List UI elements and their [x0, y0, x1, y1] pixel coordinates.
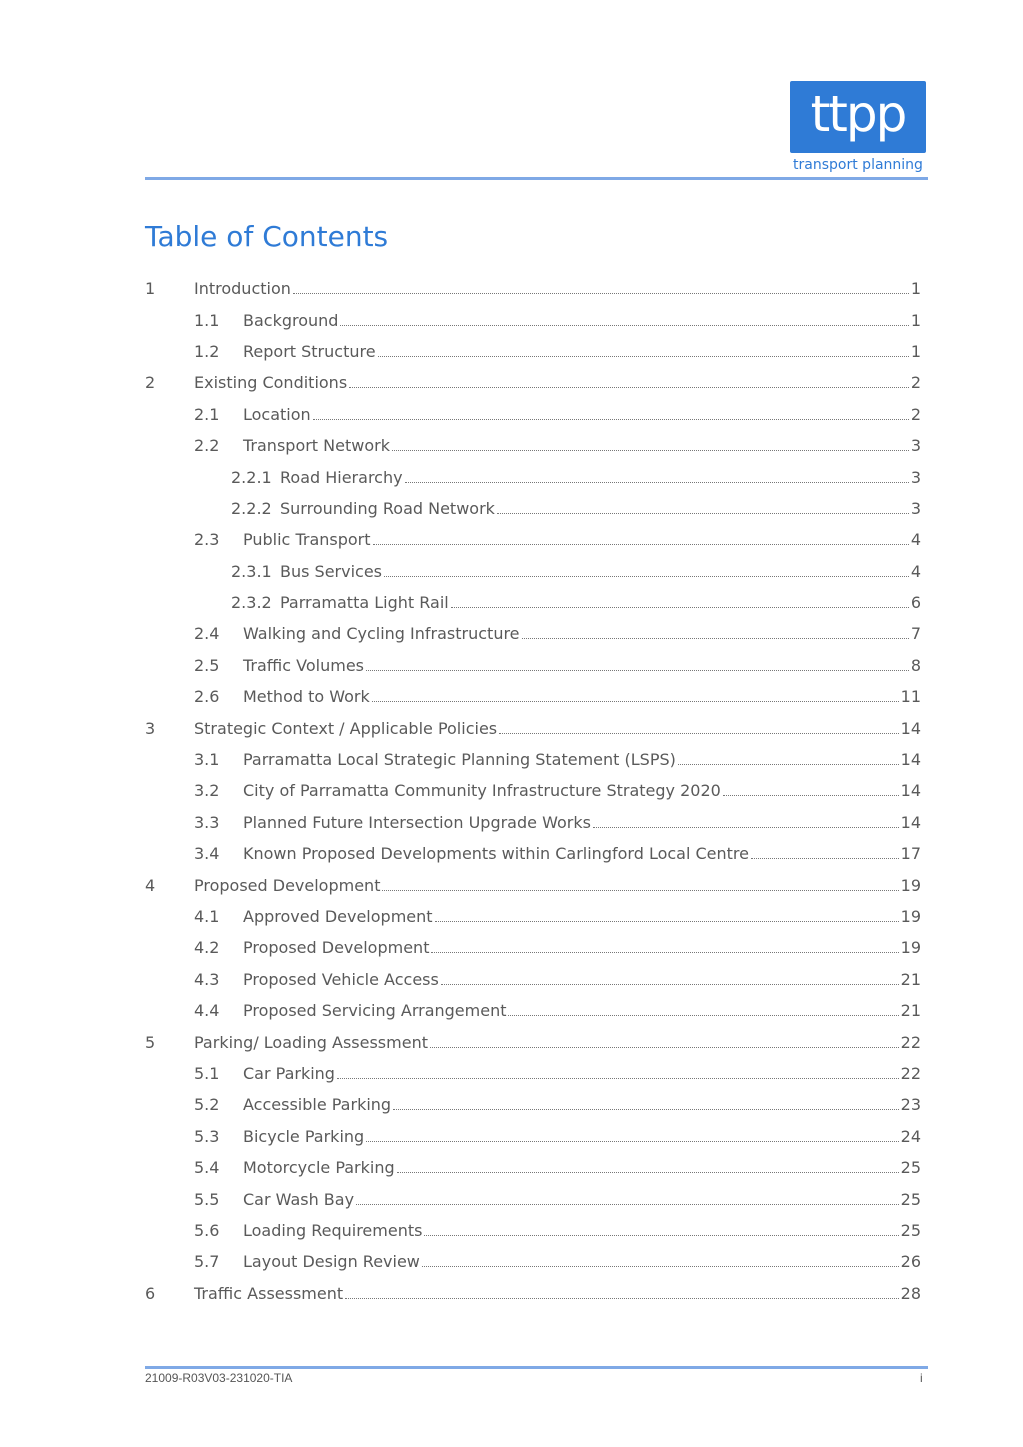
toc-entry[interactable] [145, 744, 921, 775]
toc-entry-title: Layout Design Review [243, 1252, 420, 1272]
toc-entry-number: 5.4 [194, 1158, 220, 1178]
toc-entry-title: Parramatta Light Rail [280, 593, 449, 613]
dot-leader [345, 1298, 899, 1299]
toc-entry-number: 1.2 [194, 341, 220, 361]
toc-entry-number: 5.2 [194, 1095, 220, 1115]
dot-leader [382, 890, 898, 891]
toc-entry[interactable] [145, 650, 921, 681]
toc-entry[interactable] [145, 932, 921, 963]
dot-leader [508, 1015, 898, 1016]
toc-entry-number: 4 [145, 875, 156, 895]
toc-entry[interactable] [145, 1246, 921, 1277]
toc-entry-title: Car Wash Bay [243, 1189, 355, 1209]
toc-entry-page: 2 [910, 373, 921, 393]
toc-entry-title: Parramatta Local Strategic Planning Statement (LSPS) [243, 750, 676, 770]
toc-entry-page: 2 [910, 404, 921, 424]
dot-leader [397, 1172, 899, 1173]
toc-entry[interactable] [145, 712, 921, 743]
toc-entry-page: 25 [900, 1189, 921, 1209]
toc-entry-title: Loading Requirements [243, 1220, 423, 1240]
toc-entry[interactable] [145, 556, 921, 587]
toc-entry-number: 3.2 [194, 781, 220, 801]
toc-entry-title: Location [243, 404, 311, 424]
toc-entry-number: 3.3 [194, 812, 220, 832]
toc-entry-title: Accessible Parking [243, 1095, 392, 1115]
dot-leader [751, 858, 899, 859]
toc-entry-number: 2.4 [194, 624, 220, 644]
toc-entry[interactable] [145, 273, 921, 304]
toc-entry-title: Traffic Assessment [194, 1283, 344, 1303]
toc-entry[interactable] [145, 336, 921, 367]
table-of-contents [145, 273, 921, 1309]
toc-entry-page: 14 [900, 718, 921, 738]
toc-entry[interactable] [145, 399, 921, 430]
toc-entry-number: 5.5 [194, 1189, 220, 1209]
toc-entry-number: 5.1 [194, 1063, 220, 1083]
toc-entry-title: Surrounding Road Network [280, 498, 495, 518]
toc-entry-title: Report Structure [243, 341, 376, 361]
toc-entry[interactable] [145, 1152, 921, 1183]
document-reference: 21009-R03V03-231020-TIA [145, 1371, 293, 1385]
logo-mark: ttpp [810, 85, 906, 143]
toc-entry-title: Proposed Development [194, 875, 381, 895]
toc-entry-number: 2.1 [194, 404, 220, 424]
dot-leader [373, 544, 909, 545]
toc-entry-number: 2.6 [194, 687, 220, 707]
toc-entry-page: 11 [900, 687, 921, 707]
toc-entry-page: 3 [910, 467, 921, 487]
dot-leader [340, 325, 908, 326]
toc-entry-title: Existing Conditions [194, 373, 348, 393]
dot-leader [366, 1141, 898, 1142]
dot-leader [313, 419, 909, 420]
toc-entry-page: 6 [910, 593, 921, 613]
toc-entry-number: 5.3 [194, 1126, 220, 1146]
toc-entry-page: 28 [900, 1283, 921, 1303]
toc-entry-page: 22 [900, 1063, 921, 1083]
toc-entry[interactable] [145, 807, 921, 838]
toc-entry-title: Bus Services [280, 561, 383, 581]
toc-entry[interactable] [145, 618, 921, 649]
dot-leader [349, 387, 909, 388]
toc-entry-number: 2.2 [194, 436, 220, 456]
dot-leader [678, 764, 899, 765]
toc-entry-title: Traffic Volumes [243, 655, 364, 675]
dot-leader [372, 701, 899, 702]
toc-entry-page: 21 [900, 969, 921, 989]
toc-entry[interactable] [145, 1183, 921, 1214]
toc-entry-number: 2.5 [194, 655, 220, 675]
toc-entry-title: Known Proposed Developments within Carlingford Local Centre [243, 844, 749, 864]
toc-entry-title: Parking/ Loading Assessment [194, 1032, 428, 1052]
toc-entry[interactable] [145, 304, 921, 335]
footer-rule [145, 1366, 928, 1369]
toc-entry[interactable] [145, 964, 921, 995]
toc-entry-title: Walking and Cycling Infrastructure [243, 624, 520, 644]
toc-entry-title: Public Transport [243, 530, 371, 550]
dot-leader [435, 921, 899, 922]
toc-entry-number: 2.2.2 [231, 498, 272, 518]
toc-entry-page: 14 [900, 750, 921, 770]
toc-entry-title: Approved Development [243, 907, 433, 926]
toc-entry-number: 4.3 [194, 969, 220, 989]
dot-leader [422, 1266, 899, 1267]
toc-entry-number: 2.2.1 [231, 467, 272, 487]
logo-subtitle: transport planning [793, 157, 923, 173]
toc-entry-title: Road Hierarchy [280, 467, 403, 487]
toc-entry[interactable] [145, 524, 921, 555]
toc-entry-page: 4 [910, 530, 921, 550]
dot-leader [499, 733, 899, 734]
toc-entry-title: Proposed Development [243, 938, 430, 958]
toc-entry[interactable] [145, 838, 921, 869]
toc-entry-page: 26 [900, 1252, 921, 1272]
toc-entry-title: Method to Work [243, 687, 370, 707]
toc-entry-page: 3 [910, 498, 921, 518]
toc-entry[interactable] [145, 587, 921, 618]
dot-leader [430, 1047, 899, 1048]
dot-leader [497, 513, 909, 514]
dot-leader [293, 293, 909, 294]
toc-entry-page: 3 [910, 436, 921, 456]
header-rule [145, 177, 928, 180]
toc-entry-page: 14 [900, 812, 921, 832]
dot-leader [337, 1078, 899, 1079]
toc-entry[interactable] [145, 901, 921, 932]
dot-leader [384, 576, 909, 577]
toc-entry[interactable] [145, 995, 921, 1026]
toc-entry-title: Motorcycle Parking [243, 1158, 395, 1178]
toc-entry-number: 2.3.1 [231, 561, 272, 581]
toc-entry-page: 21 [900, 1001, 921, 1021]
toc-entry[interactable] [145, 775, 921, 806]
dot-leader [424, 1235, 898, 1236]
toc-entry-number: 2 [145, 373, 156, 393]
dot-leader [405, 482, 909, 483]
toc-entry-number: 2.3 [194, 530, 220, 550]
toc-entry-page: 23 [900, 1095, 921, 1115]
toc-entry-number: 4.1 [194, 907, 220, 926]
dot-leader [593, 827, 899, 828]
toc-entry-page: 1 [910, 279, 921, 299]
toc-entry[interactable] [145, 493, 921, 524]
toc-entry-title: Proposed Vehicle Access [243, 969, 439, 989]
toc-entry-title: Strategic Context / Applicable Policies [194, 718, 498, 738]
toc-entry-number: 3 [145, 718, 156, 738]
toc-entry-page: 8 [910, 655, 921, 675]
toc-entry-number: 4.4 [194, 1001, 220, 1021]
toc-entry-number: 6 [145, 1283, 156, 1303]
toc-entry-title: Proposed Servicing Arrangement [243, 1001, 507, 1021]
toc-entry[interactable] [145, 461, 921, 492]
dot-leader [431, 952, 898, 953]
toc-entry-number: 1 [145, 279, 156, 299]
toc-entry-number: 5.7 [194, 1252, 220, 1272]
toc-entry-title: Transport Network [243, 436, 390, 456]
toc-entry-number: 1.1 [194, 310, 220, 330]
toc-entry-page: 1 [910, 341, 921, 361]
dot-leader [356, 1204, 899, 1205]
toc-entry-page: 25 [900, 1158, 921, 1178]
toc-entry-page: 22 [900, 1032, 921, 1052]
dot-leader [392, 450, 909, 451]
toc-entry[interactable] [145, 681, 921, 712]
toc-entry-page: 14 [900, 781, 921, 801]
toc-entry-number: 2.3.2 [231, 593, 272, 613]
dot-leader [378, 356, 909, 357]
toc-entry-title: Planned Future Intersection Upgrade Works [243, 812, 591, 832]
dot-leader [451, 607, 909, 608]
toc-entry-page: 24 [900, 1126, 921, 1146]
toc-entry[interactable] [145, 1026, 921, 1057]
dot-leader [441, 984, 899, 985]
toc-entry-number: 5.6 [194, 1220, 220, 1240]
toc-entry[interactable] [145, 1089, 921, 1120]
toc-entry-number: 3.4 [194, 844, 220, 864]
dot-leader [393, 1109, 899, 1110]
toc-entry-page: 7 [910, 624, 921, 644]
toc-entry-number: 4.2 [194, 938, 220, 958]
toc-entry-page: 4 [910, 561, 921, 581]
toc-entry-title: City of Parramatta Community Infrastructure Strategy 2020 [243, 781, 721, 801]
toc-entry[interactable] [145, 430, 921, 461]
dot-leader [366, 670, 909, 671]
toc-entry[interactable] [145, 869, 921, 900]
toc-entry-page: 25 [900, 1220, 921, 1240]
toc-entry-page: 19 [900, 907, 921, 926]
toc-entry-page: 17 [900, 844, 921, 864]
toc-entry-title: Introduction [194, 279, 291, 299]
toc-entry-number: 3.1 [194, 750, 220, 770]
toc-entry-title: Background [243, 310, 339, 330]
toc-entry-number: 5 [145, 1032, 156, 1052]
page-title: Table of Contents [145, 220, 389, 253]
toc-entry-page: 19 [900, 875, 921, 895]
toc-entry[interactable] [145, 367, 921, 398]
toc-entry-page: 1 [910, 310, 921, 330]
dot-leader [723, 795, 899, 796]
toc-entry-page: 19 [900, 938, 921, 958]
toc-entry[interactable] [145, 1278, 921, 1309]
company-logo [790, 81, 926, 153]
toc-entry[interactable] [145, 1121, 921, 1152]
dot-leader [522, 638, 909, 639]
page-number: i [920, 1371, 923, 1385]
toc-entry-title: Car Parking [243, 1063, 335, 1083]
toc-entry[interactable] [145, 1215, 921, 1246]
toc-entry-title: Bicycle Parking [243, 1126, 365, 1146]
toc-entry[interactable] [145, 1058, 921, 1089]
